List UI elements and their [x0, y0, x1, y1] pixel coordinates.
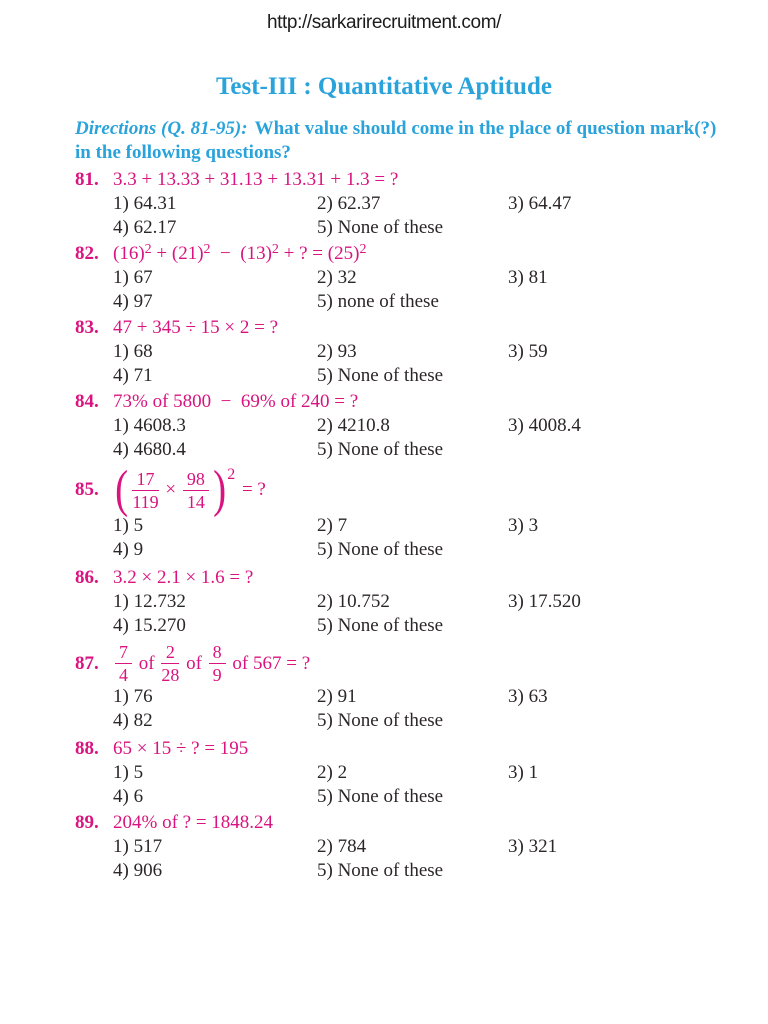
directions — [75, 117, 723, 165]
question-formula — [113, 737, 248, 761]
option-row — [113, 216, 735, 240]
option: 3) 81 — [508, 267, 548, 288]
formula-parenthesis: ( — [115, 461, 129, 518]
fraction-denominator: 119 — [132, 491, 159, 512]
question-formula — [113, 242, 366, 266]
option: 4) 15.270 — [113, 615, 186, 636]
fraction-numerator: 8 — [209, 642, 226, 664]
directions-text-line1: What value should come in the place of question mark(?) — [254, 118, 717, 139]
question-82 — [75, 242, 735, 314]
option: 1) 76 — [113, 686, 153, 707]
option: 3) 3 — [508, 515, 539, 536]
option: 2) 10.752 — [317, 591, 390, 612]
question-86 — [75, 566, 735, 638]
option-row — [113, 859, 735, 883]
option-row — [113, 514, 735, 538]
option: 2) 93 — [317, 341, 357, 362]
option: 1) 5 — [113, 762, 144, 783]
option: 3) 1 — [508, 762, 539, 783]
option: 4) 4680.4 — [113, 439, 186, 460]
question-number: 84. — [75, 391, 99, 412]
option: 3) 17.520 — [508, 591, 581, 612]
option: 5) None of these — [317, 860, 444, 881]
question-line — [75, 737, 735, 761]
option: 4) 906 — [113, 860, 163, 881]
question-number: 89. — [75, 812, 99, 833]
option-row — [113, 266, 735, 290]
formula-exponent: 2 — [359, 242, 367, 257]
option: 2) 784 — [317, 836, 367, 857]
fraction-numerator: 2 — [161, 642, 179, 664]
option-row — [113, 438, 735, 462]
option: 4) 82 — [113, 710, 153, 731]
site-header — [0, 0, 768, 35]
option: 3) 64.47 — [508, 193, 572, 214]
option: 2) 2 — [317, 762, 348, 783]
question-line — [75, 566, 735, 590]
formula-fraction — [115, 642, 132, 685]
option-row — [113, 614, 735, 638]
fraction-numerator: 7 — [115, 642, 132, 664]
option: 5) None of these — [317, 439, 444, 460]
question-line — [75, 316, 735, 340]
option-row — [113, 685, 735, 709]
question-number: 82. — [75, 243, 99, 264]
site-url: http://sarkarirecruitment.com/ — [266, 12, 502, 33]
formula-fraction — [183, 469, 209, 512]
question-formula — [113, 642, 310, 685]
option: 1) 64.31 — [113, 193, 177, 214]
option: 5) None of these — [317, 365, 444, 386]
option-row — [113, 590, 735, 614]
option: 5) none of these — [317, 291, 439, 312]
question-formula — [113, 811, 273, 835]
question-formula — [113, 566, 253, 590]
question-number: 83. — [75, 317, 99, 338]
formula-text: of — [134, 652, 160, 674]
question-formula — [113, 390, 358, 414]
formula-exponent: 2 — [203, 242, 211, 257]
option: 3) 321 — [508, 836, 558, 857]
option-row — [113, 414, 735, 438]
fraction-denominator: 9 — [212, 665, 222, 685]
option-row — [113, 785, 735, 809]
formula-text: 73% of 5800 − 69% of 240 = ? — [113, 391, 359, 412]
question-88 — [75, 737, 735, 809]
question-84 — [75, 390, 735, 462]
formula-exponent: 2 — [227, 466, 236, 483]
formula-text: 65 × 15 ÷ ? = 195 — [113, 738, 249, 759]
fraction-denominator: 4 — [119, 665, 128, 685]
question-line — [75, 642, 735, 685]
fraction-denominator: 28 — [161, 665, 180, 685]
option: 2) 91 — [317, 686, 357, 707]
fraction-numerator: 98 — [183, 469, 209, 491]
question-line — [75, 390, 735, 414]
question-number: 88. — [75, 738, 99, 759]
option-row — [113, 761, 735, 785]
option: 2) 7 — [317, 515, 348, 536]
option: 5) None of these — [317, 217, 444, 238]
question-line — [75, 461, 735, 518]
option: 2) 62.37 — [317, 193, 381, 214]
formula-text: 3.2 × 2.1 × 1.6 = ? — [113, 567, 254, 588]
formula-parenthesis: ) — [213, 461, 227, 518]
question-81 — [75, 168, 735, 240]
formula-text: 47 + 345 ÷ 15 × 2 = ? — [113, 317, 279, 338]
option: 1) 68 — [113, 341, 153, 362]
option: 1) 5 — [113, 515, 144, 536]
question-number: 86. — [75, 567, 99, 588]
formula-text: of 567 = ? — [227, 652, 311, 674]
option: 3) 59 — [508, 341, 548, 362]
option: 4) 62.17 — [113, 217, 177, 238]
option: 4) 97 — [113, 291, 153, 312]
option: 5) None of these — [317, 539, 444, 560]
question-89 — [75, 811, 735, 883]
question-85 — [75, 461, 735, 562]
formula-text: × — [160, 479, 181, 500]
formula-text: + ? = (25) — [278, 243, 360, 264]
option-row — [113, 364, 735, 388]
option-row — [113, 340, 735, 364]
option-row — [113, 835, 735, 859]
question-number: 87. — [75, 652, 99, 674]
question-83 — [75, 316, 735, 388]
option-row — [113, 538, 735, 562]
option: 1) 517 — [113, 836, 163, 857]
fraction-denominator: 14 — [186, 491, 205, 512]
option: 3) 63 — [508, 686, 548, 707]
formula-text: − (13) — [210, 243, 272, 264]
question-87 — [75, 642, 735, 733]
question-number: 85. — [75, 479, 99, 500]
directions-text-line2: in the following questions? — [75, 142, 291, 163]
formula-exponent: 2 — [144, 242, 152, 257]
formula-exponent: 2 — [271, 242, 279, 257]
formula-text: (16) — [113, 243, 145, 264]
option-row — [113, 709, 735, 733]
formula-text: of — [181, 652, 207, 674]
option: 5) None of these — [317, 710, 444, 731]
formula-text: + (21) — [151, 243, 204, 264]
option: 5) None of these — [317, 615, 444, 636]
formula-fraction — [161, 642, 179, 685]
question-line — [75, 168, 735, 192]
question-list — [75, 168, 735, 883]
option: 1) 12.732 — [113, 591, 186, 612]
page-title: Test-III : Quantitative Aptitude — [216, 73, 552, 100]
option-row — [113, 192, 735, 216]
question-number: 81. — [75, 169, 99, 190]
option: 2) 4210.8 — [317, 415, 390, 436]
formula-fraction — [209, 642, 226, 685]
directions-label: Directions (Q. 81-95): — [75, 118, 248, 139]
formula-fraction — [132, 469, 158, 512]
question-formula — [113, 168, 398, 192]
option: 4) 6 — [113, 786, 144, 807]
option: 1) 4608.3 — [113, 415, 186, 436]
formula-text: = ? — [237, 479, 266, 500]
fraction-numerator: 17 — [132, 469, 158, 491]
option: 3) 4008.4 — [508, 415, 581, 436]
option: 4) 9 — [113, 539, 144, 560]
question-formula — [113, 461, 266, 518]
question-line — [75, 811, 735, 835]
option-row — [113, 290, 735, 314]
question-line — [75, 242, 735, 266]
option: 2) 32 — [317, 267, 357, 288]
option: 4) 71 — [113, 365, 153, 386]
option: 5) None of these — [317, 786, 444, 807]
option: 1) 67 — [113, 267, 153, 288]
question-formula — [113, 316, 278, 340]
formula-text: 3.3 + 13.33 + 31.13 + 13.31 + 1.3 = ? — [113, 169, 399, 190]
formula-text: 204% of ? = 1848.24 — [113, 812, 274, 833]
